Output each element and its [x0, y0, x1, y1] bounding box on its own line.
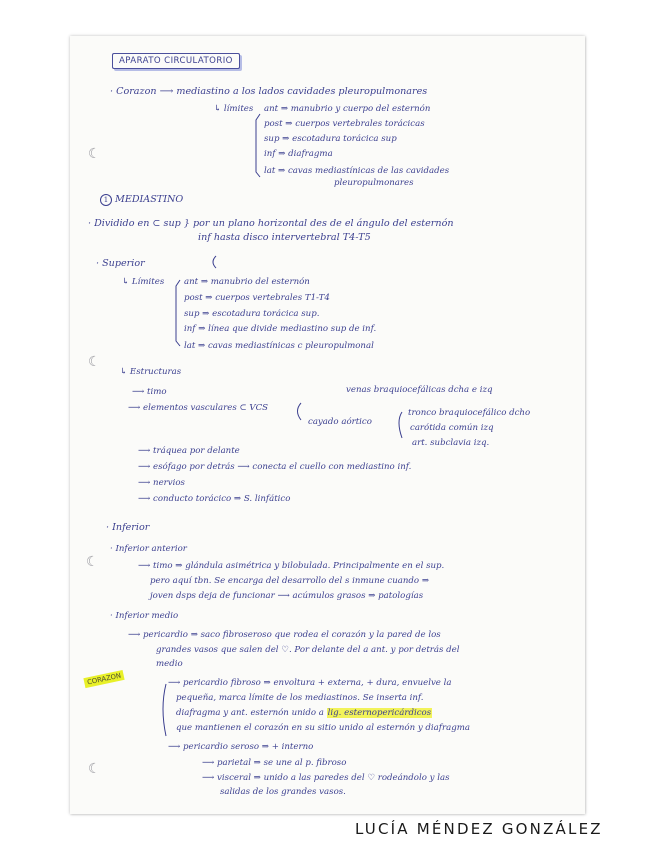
- corazon-limite-item: inf ⇒ diafragma: [264, 149, 333, 159]
- inferior-anterior-label: · Inferior anterior: [110, 544, 187, 554]
- pericardio-text: ⟶ pericardio ⇒ saco fibroseroso que rodea el corazón y la pared de los: [128, 630, 441, 640]
- mediastino-dividido: · Dividido en ⊂ sup } por un plano horizontal des de el ángulo del esternón: [88, 218, 454, 229]
- estructura-venas: venas braquiocefálicas dcha e izq: [346, 385, 493, 395]
- seroso-parietal-text: ⟶ parietal ⇒ se une al p. fibroso: [202, 758, 347, 768]
- page-title: APARATO CIRCULATORIO: [112, 53, 240, 69]
- moon-doodle: ☾: [88, 354, 101, 370]
- estructura-otro: ⟶ conducto torácico ⇒ S. linfático: [138, 494, 291, 504]
- inferior-anterior-text: joven dsps deja de funcionar ⟶ acúmulos grasos ⇒ patologías: [150, 591, 424, 601]
- moon-doodle: ☾: [88, 146, 101, 162]
- superior-heading: · Superior: [96, 258, 145, 269]
- pericardio-fibroso-text: que mantienen el corazón en su sitio unido al esternón y diafragma: [176, 723, 470, 733]
- estructura-otro: ⟶ esófago por detrás ⟶ conecta el cuello con mediastino inf.: [138, 462, 412, 472]
- notebook-page: [70, 36, 585, 814]
- superior-limite-item: sup ⇒ escotadura torácica sup.: [184, 309, 320, 319]
- corazon-limite-item: ant ⇒ manubrio y cuerpo del esternón: [264, 104, 431, 114]
- author-signature: LUCÍA MÉNDEZ GONZÁLEZ: [355, 820, 603, 838]
- corazon-sticky-tag: CORAZON: [83, 670, 124, 688]
- mediastino-heading: [100, 194, 183, 206]
- superior-limite-item: ant ⇒ manubrio del esternón: [184, 277, 310, 287]
- pericardio-text: medio: [156, 659, 183, 669]
- corazon-lead: · Corazon ⟶ mediastino a los lados cavidades pleuropulmonares: [110, 86, 428, 97]
- cayado-rama: art. subclavia izq.: [412, 438, 490, 448]
- moon-doodle: ☾: [86, 554, 99, 570]
- highlighted-term: lig. esternopericárdicos: [327, 708, 432, 718]
- pericardio-text: grandes vasos que salen del ♡. Por delante del a ant. y por detrás del: [156, 645, 460, 655]
- inferior-anterior-text: ⟶ timo ⇒ glándula asimétrica y bilobulada. Principalmente en el sup.: [138, 561, 445, 571]
- corazon-limite-cont: pleuropulmonares: [334, 178, 414, 188]
- pericardio-fibroso-text: diafragma y ant. esternón unido a: [176, 708, 324, 718]
- moon-doodle: ☾: [88, 761, 101, 777]
- pericardio-fibroso-text: ⟶ pericardio fibroso ⇒ envoltura + externa, + dura, envuelve la: [168, 678, 452, 688]
- cayado-rama: carótida común izq: [410, 423, 494, 433]
- seroso-visceral-text: salidas de los grandes vasos.: [220, 787, 346, 797]
- corazon-limites-label: ↳ límites: [214, 104, 254, 114]
- corazon-limite-item: post ⇒ cuerpos vertebrales torácicas: [264, 119, 425, 129]
- corazon-limite-item: lat ⇒ cavas mediastínicas de las cavidades: [264, 166, 450, 176]
- superior-limite-item: inf ⇒ línea que divide mediastino sup de inf.: [184, 324, 377, 334]
- pericardio-fibroso-line: [176, 707, 432, 719]
- estructura-otro: ⟶ nervios: [138, 478, 185, 488]
- estructura-cayado: cayado aórtico: [308, 417, 372, 427]
- cayado-rama: tronco braquiocefálico dcho: [408, 408, 531, 418]
- mediastino-dividido-cont: inf hasta disco intervertebral T4-T5: [198, 232, 371, 243]
- estructura-otro: ⟶ tráquea por delante: [138, 446, 240, 456]
- estructura-vasculares: ⟶ elementos vasculares ⊂ VCS: [128, 403, 269, 413]
- estructuras-label: ↳ Estructuras: [120, 367, 182, 377]
- superior-limite-item: post ⇒ cuerpos vertebrales T1-T4: [184, 293, 330, 303]
- superior-limites-label: ↳ Límites: [122, 277, 165, 287]
- corazon-limite-item: sup ⇒ escotadura torácica sup: [264, 134, 397, 144]
- inferior-medio-label: · Inferior medio: [110, 611, 179, 621]
- inferior-heading: · Inferior: [106, 522, 150, 533]
- inferior-anterior-text: pero aquí tbn. Se encarga del desarrollo del s inmune cuando ⇒: [150, 576, 430, 586]
- pericardio-seroso-text: ⟶ pericardio seroso ⇒ + interno: [168, 742, 314, 752]
- superior-limite-item: lat ⇒ cavas mediastínicas c pleuropulmonal: [184, 341, 374, 351]
- estructura-timo: ⟶ timo: [132, 387, 167, 397]
- seroso-visceral-text: ⟶ visceral ⇒ unido a las paredes del ♡ rodeándolo y las: [202, 773, 450, 783]
- mediastino-heading-text: MEDIASTINO: [115, 194, 184, 205]
- pericardio-fibroso-text: pequeña, marca límite de los mediastinos. Se inserta inf.: [176, 693, 424, 703]
- section-number: 1: [100, 194, 112, 206]
